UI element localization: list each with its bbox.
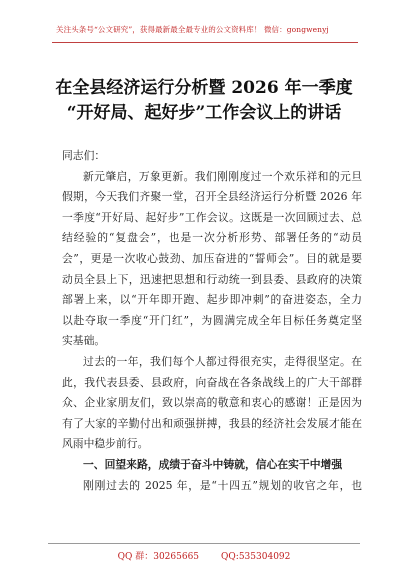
paragraph-line: 刚刚过去的 2025 年，是“十四五”规划的收官之年，也 (83, 478, 362, 492)
paragraph-line: 一季度“开好局、起好步”工作会议。这既是一次回顾过去、总 (62, 210, 362, 224)
paragraph-line: 有了大家的辛勤付出和顽强拼搏，我县的经济社会发展才能在 (62, 416, 362, 430)
paragraph-line: 此，我代表县委、县政府，向奋战在各条战线上的广大干部群 (62, 375, 362, 389)
paragraph-line: 新元肇启，万象更新。我们刚刚度过一个欢乐祥和的元旦 (83, 169, 362, 183)
paragraph-line: 假期，今天我们齐聚一堂，召开全县经济运行分析暨 2026 年 (62, 190, 362, 204)
section-heading: 一、回望来路，成绩于奋斗中铸就，信心在实干中增强 (83, 457, 343, 471)
paragraph-line: 众、企业家朋友们，致以崇高的敬意和衷心的感谢！正是因为 (62, 396, 362, 410)
header-divider (52, 42, 358, 43)
title-line-2: “开好局、起好步”工作会议上的讲话 (66, 103, 342, 123)
paragraph-line: 风雨中稳步前行。 (62, 437, 149, 451)
paragraph-line: 结经验的“复盘会”，也是一次分析形势、部署任务的“动员 (62, 231, 362, 245)
paragraph-line: 动员全县上下，迅速把思想和行动统一到县委、县政府的决策 (62, 272, 362, 286)
title-line-1: 在全县经济运行分析暨 2026 年一季度 (55, 78, 353, 98)
paragraph-line: 实基础。 (62, 334, 106, 348)
paragraph-1 (62, 167, 362, 352)
paragraph-line: 部署上来，以“开年即开跑、起步即冲刺”的奋进姿态，全力 (62, 293, 362, 307)
paragraph-3 (62, 476, 362, 497)
footer-divider (48, 543, 360, 544)
document-body (62, 146, 362, 496)
header-banner: 关注头条号“公文研究”，获得最新最全最专业的公文资料库！ 微信：gongwenyj (56, 25, 329, 34)
paragraph-line: 会”，更是一次收心鼓劲、加压奋进的“誓师会”。目的就是要 (62, 251, 362, 265)
footer (0, 549, 408, 562)
paragraph-2 (62, 352, 362, 455)
paragraph-line: 过去的一年，我们每个人都过得很充实，走得很坚定。在 (83, 354, 362, 368)
footer-qq-group: QQ 群：30265665 (117, 552, 200, 562)
footer-qq-contact: QQ:535304092 (221, 552, 291, 562)
paragraph-line: 以赴夺取一季度“开门红”，为圆满完成全年目标任务奠定坚 (62, 313, 362, 327)
document-title (40, 76, 368, 126)
salutation: 同志们： (62, 149, 106, 162)
